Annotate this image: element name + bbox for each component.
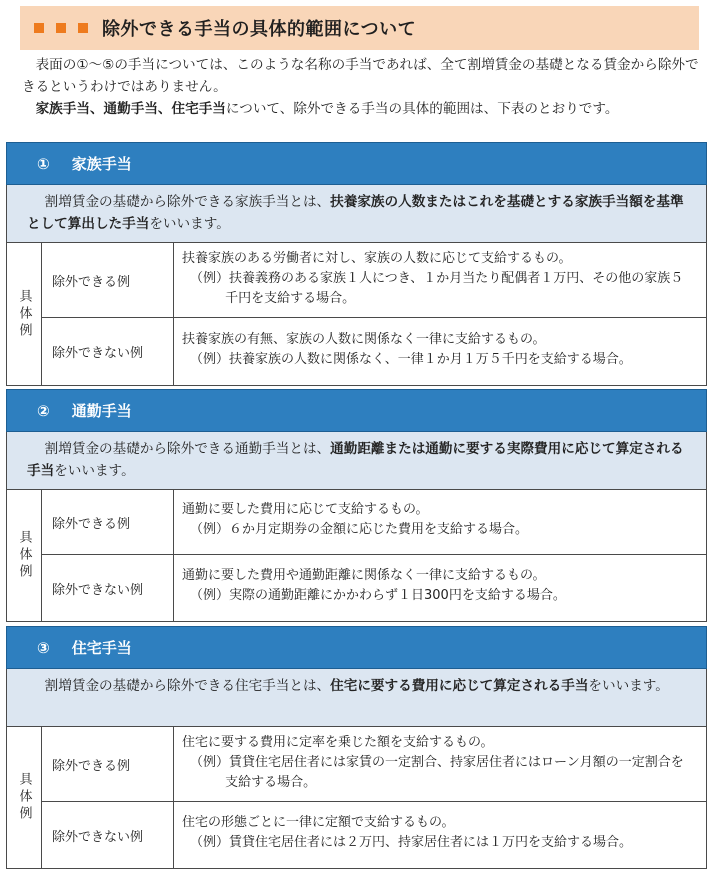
section-commuting-allowance xyxy=(6,389,707,622)
section-number: ② xyxy=(37,401,50,420)
table-row xyxy=(42,727,706,801)
section-family-allowance xyxy=(6,142,707,386)
section-header xyxy=(6,142,707,185)
row-example: （例）実際の通勤距離にかかわらず１日300円を支給する場合。 xyxy=(190,588,566,603)
gutter-label xyxy=(7,490,42,621)
examples-table xyxy=(6,490,707,622)
section-number: ① xyxy=(37,154,50,173)
row-description xyxy=(174,727,706,801)
gutter-text: 具体例 xyxy=(16,772,32,823)
examples-table xyxy=(6,727,707,869)
row-description xyxy=(174,555,706,621)
gutter-label xyxy=(7,243,42,385)
definition-tail: をいいます。 xyxy=(588,678,669,694)
table-row xyxy=(42,554,706,621)
row-example: （例）扶養家族の人数に関係なく、一律１か月１万５千円を支給する場合。 xyxy=(190,352,632,367)
examples-table xyxy=(6,243,707,386)
row-label: 除外できる例 xyxy=(42,727,174,801)
title-squares xyxy=(34,23,88,33)
section-definition xyxy=(6,432,707,490)
definition-tail: をいいます。 xyxy=(149,216,230,232)
gutter-label xyxy=(7,727,42,868)
row-label: 除外できない例 xyxy=(42,802,174,868)
section-housing-allowance xyxy=(6,626,707,869)
row-example: （例）賃貸住宅居住者には２万円、持家居住者には１万円を支給する場合。 xyxy=(190,835,633,850)
definition-tail: をいいます。 xyxy=(54,463,135,479)
definition-text: 割増賃金の基礎から除外できる通勤手当とは、 xyxy=(44,441,331,457)
row-description xyxy=(174,802,706,868)
row-text: 扶養家族のある労働者に対し、家族の人数に応じて支給するもの。 xyxy=(182,251,572,266)
page-title: 除外できる手当の具体的範囲について xyxy=(102,19,417,40)
row-description xyxy=(174,318,706,385)
table-row xyxy=(42,243,706,317)
square-icon xyxy=(78,23,88,33)
row-text: 住宅に要する費用に定率を乗じた額を支給するもの。 xyxy=(182,735,494,750)
section-header xyxy=(6,626,707,669)
intro-rest: について、除外できる手当の具体的範囲は、下表のとおりです。 xyxy=(225,101,619,117)
intro-paragraph-1: 表面の①～⑤の手当については、このような名称の手当であれば、全て割増賃金の基礎となる賃金から除外できるというわけではありません。 xyxy=(22,57,699,95)
intro xyxy=(22,54,702,120)
definition-bold: 通勤距離または通勤に要する実際費用に応じて算定される手当 xyxy=(27,441,684,479)
row-text: 通勤に要した費用や通勤距離に関係なく一律に支給するもの。 xyxy=(182,568,546,583)
row-text: 通勤に要した費用に応じて支給するもの。 xyxy=(182,502,429,517)
section-number: ③ xyxy=(37,638,50,657)
gutter-text: 具体例 xyxy=(16,530,32,581)
row-description xyxy=(174,243,706,317)
row-label: 除外できない例 xyxy=(42,318,174,385)
row-text: 扶養家族の有無、家族の人数に関係なく一律に支給するもの。 xyxy=(182,332,546,347)
row-description xyxy=(174,490,706,554)
definition-text: 割増賃金の基礎から除外できる家族手当とは、 xyxy=(44,194,331,210)
table-row xyxy=(42,317,706,385)
row-label: 除外できない例 xyxy=(42,555,174,621)
definition-bold: 扶養家族の人数またはこれを基礎とする家族手当額を基準として算出した手当 xyxy=(27,194,684,232)
row-example: （例）６か月定期券の金額に応じた費用を支給する場合。 xyxy=(190,522,529,537)
intro-bold: 家族手当、通勤手当、住宅手当 xyxy=(35,101,226,117)
row-text: 住宅の形態ごとに一律に定額で支給するもの。 xyxy=(182,815,455,830)
title-bar xyxy=(20,6,699,50)
square-icon xyxy=(56,23,66,33)
section-header xyxy=(6,389,707,432)
definition-bold: 住宅に要する費用に応じて算定される手当 xyxy=(330,678,589,694)
section-definition xyxy=(6,669,707,727)
section-title: 住宅手当 xyxy=(71,639,132,657)
intro-paragraph-2 xyxy=(22,98,702,120)
row-example: （例）賃貸住宅居住者には家賃の一定割合、持家居住者にはローン月額の一定割合を支給する場合。 xyxy=(190,755,684,790)
table-row xyxy=(42,801,706,868)
section-title: 家族手当 xyxy=(71,155,132,173)
definition-text: 割増賃金の基礎から除外できる住宅手当とは、 xyxy=(44,678,331,694)
section-definition xyxy=(6,185,707,243)
section-title: 通勤手当 xyxy=(71,402,132,420)
row-example: （例）扶養義務のある家族１人につき、１か月当たり配偶者１万円、その他の家族５千円を支給する場合。 xyxy=(190,271,684,306)
gutter-text: 具体例 xyxy=(16,288,32,340)
row-label: 除外できる例 xyxy=(42,243,174,317)
square-icon xyxy=(34,23,44,33)
table-row xyxy=(42,490,706,554)
row-label: 除外できる例 xyxy=(42,490,174,554)
